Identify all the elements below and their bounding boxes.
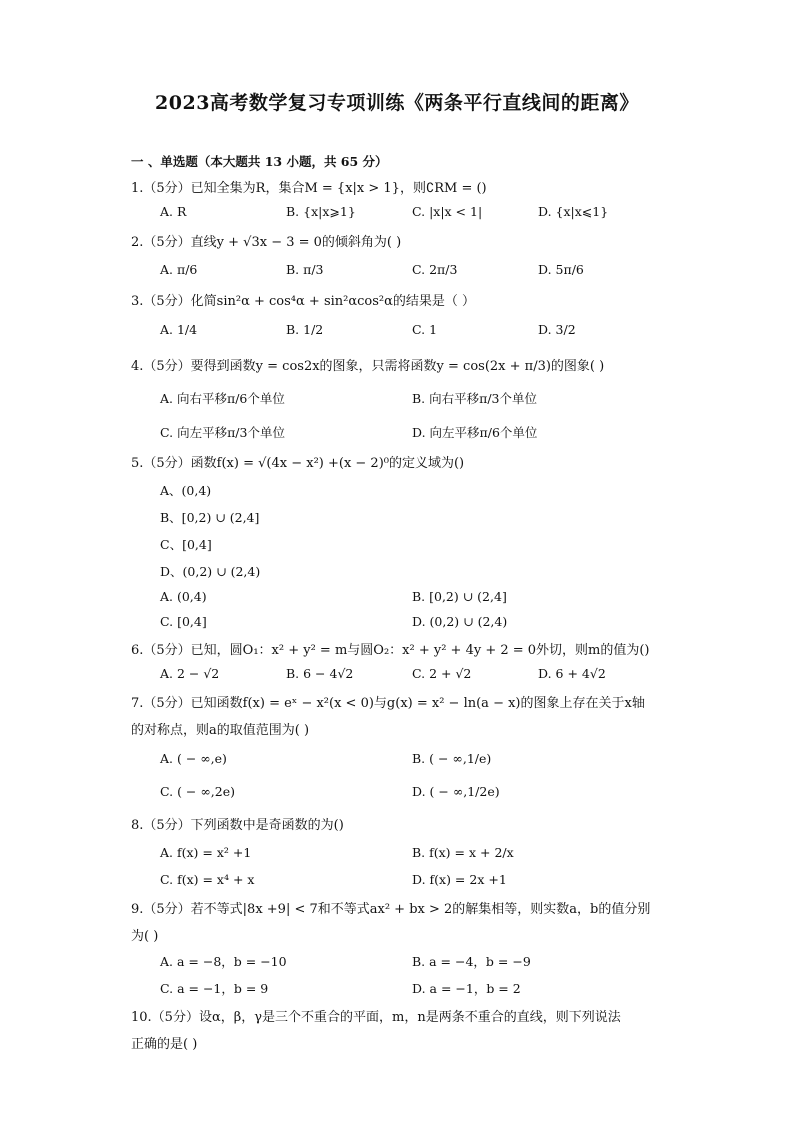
q9-option-a: A. a = −8，b = −10 (160, 954, 287, 969)
q2-option-a: A. π/6 (160, 262, 198, 277)
q6-option-a: A. 2 − √2 (160, 666, 220, 681)
q5-option-d: D. (0,2) ∪ (2,4) (412, 614, 508, 629)
q2-option-b: B. π/3 (286, 262, 324, 277)
q3-option-c: C. 1 (412, 322, 438, 337)
q5-option-a: A. (0,4) (160, 589, 207, 604)
q5-option-c: C. [0,4] (160, 614, 207, 629)
question-1-stem: 1.（5分）已知全集为R，集合M = {x|x > 1}，则∁RM = () (131, 181, 487, 196)
q9-option-d: D. a = −1，b = 2 (412, 981, 521, 996)
q5-inline-b: B、[0,2) ∪ (2,4] (160, 510, 260, 525)
q1-option-c: C. |x|x < 1| (412, 204, 483, 219)
q5-inline-a: A、(0,4) (160, 483, 212, 498)
q6-option-b: B. 6 − 4√2 (286, 666, 354, 681)
q6-option-d: D. 6 + 4√2 (538, 666, 606, 681)
question-2-stem: 2.（5分）直线y + √3x − 3 = 0的倾斜角为( ) (131, 235, 402, 250)
q2-option-d: D. 5π/6 (538, 262, 584, 277)
question-3-stem: 3.（5分）化简sin²α + cos⁴α + sin²αcos²α的结果是（ ） (131, 294, 476, 309)
q8-option-c: C. f(x) = x⁴ + x (160, 872, 255, 887)
question-9-stem-cont: 为( ) (131, 929, 159, 944)
q7-option-d: D. ( − ∞,1/2e) (412, 784, 500, 799)
q6-option-c: C. 2 + √2 (412, 666, 472, 681)
q5-option-b: B. [0,2) ∪ (2,4] (412, 589, 507, 604)
question-8-stem: 8.（5分）下列函数中是奇函数的为() (131, 818, 344, 833)
question-6-stem: 6.（5分）已知，圆O₁：x² + y² = m与圆O₂：x² + y² + 4y + 2 = 0外切，则m的值为() (131, 643, 650, 658)
q4-option-b: B. 向右平移π/3个单位 (412, 391, 538, 406)
question-7-stem-cont: 的对称点，则a的取值范围为( ) (131, 723, 310, 738)
q2-option-c: C. 2π/3 (412, 262, 458, 277)
q3-option-a: A. 1/4 (160, 322, 198, 337)
q5-inline-d: D、(0,2) ∪ (2,4) (160, 564, 261, 579)
question-10-stem: 10.（5分）设α，β，γ是三个不重合的平面，m，n是两条不重合的直线，则下列说法 (131, 1010, 621, 1025)
q9-option-c: C. a = −1，b = 9 (160, 981, 269, 996)
q4-option-a: A. 向右平移π/6个单位 (160, 391, 285, 406)
q9-option-b: B. a = −4，b = −9 (412, 954, 531, 969)
page-title: 2023高考数学复习专项训练《两条平行直线间的距离》 (155, 92, 639, 114)
q7-option-a: A. ( − ∞,e) (160, 751, 227, 766)
question-9-stem: 9.（5分）若不等式|8x +9| < 7和不等式ax² + bx > 2的解集相等，则实数a，b的值分别 (131, 902, 651, 917)
section-heading: 一 、单选题（本大题共 13 小题，共 65 分） (131, 154, 388, 169)
q8-option-b: B. f(x) = x + 2/x (412, 845, 514, 860)
question-10-stem-cont: 正确的是( ) (131, 1037, 198, 1052)
q3-option-b: B. 1/2 (286, 322, 324, 337)
q1-option-a: A. R (160, 204, 187, 219)
question-4-stem: 4.（5分）要得到函数y = cos2x的图象，只需将函数y = cos(2x + π/3)的图象( ) (131, 359, 605, 374)
question-5-stem: 5.（5分）函数f(x) = √(4x − x²) +(x − 2)⁰的定义域为() (131, 456, 465, 471)
q8-option-d: D. f(x) = 2x +1 (412, 872, 507, 887)
q5-inline-c: C、[0,4] (160, 537, 212, 552)
q8-option-a: A. f(x) = x² +1 (160, 845, 252, 860)
q3-option-d: D. 3/2 (538, 322, 576, 337)
q4-option-c: C. 向左平移π/3个单位 (160, 425, 285, 440)
q7-option-c: C. ( − ∞,2e) (160, 784, 235, 799)
question-7-stem: 7.（5分）已知函数f(x) = eˣ − x²(x < 0)与g(x) = x² − ln(a − x)的图象上存在关于x轴 (131, 696, 645, 711)
q1-option-b: B. {x|x⩾1} (286, 204, 356, 219)
q1-option-d: D. {x|x⩽1} (538, 204, 609, 219)
q4-option-d: D. 向左平移π/6个单位 (412, 425, 538, 440)
q7-option-b: B. ( − ∞,1/e) (412, 751, 492, 766)
